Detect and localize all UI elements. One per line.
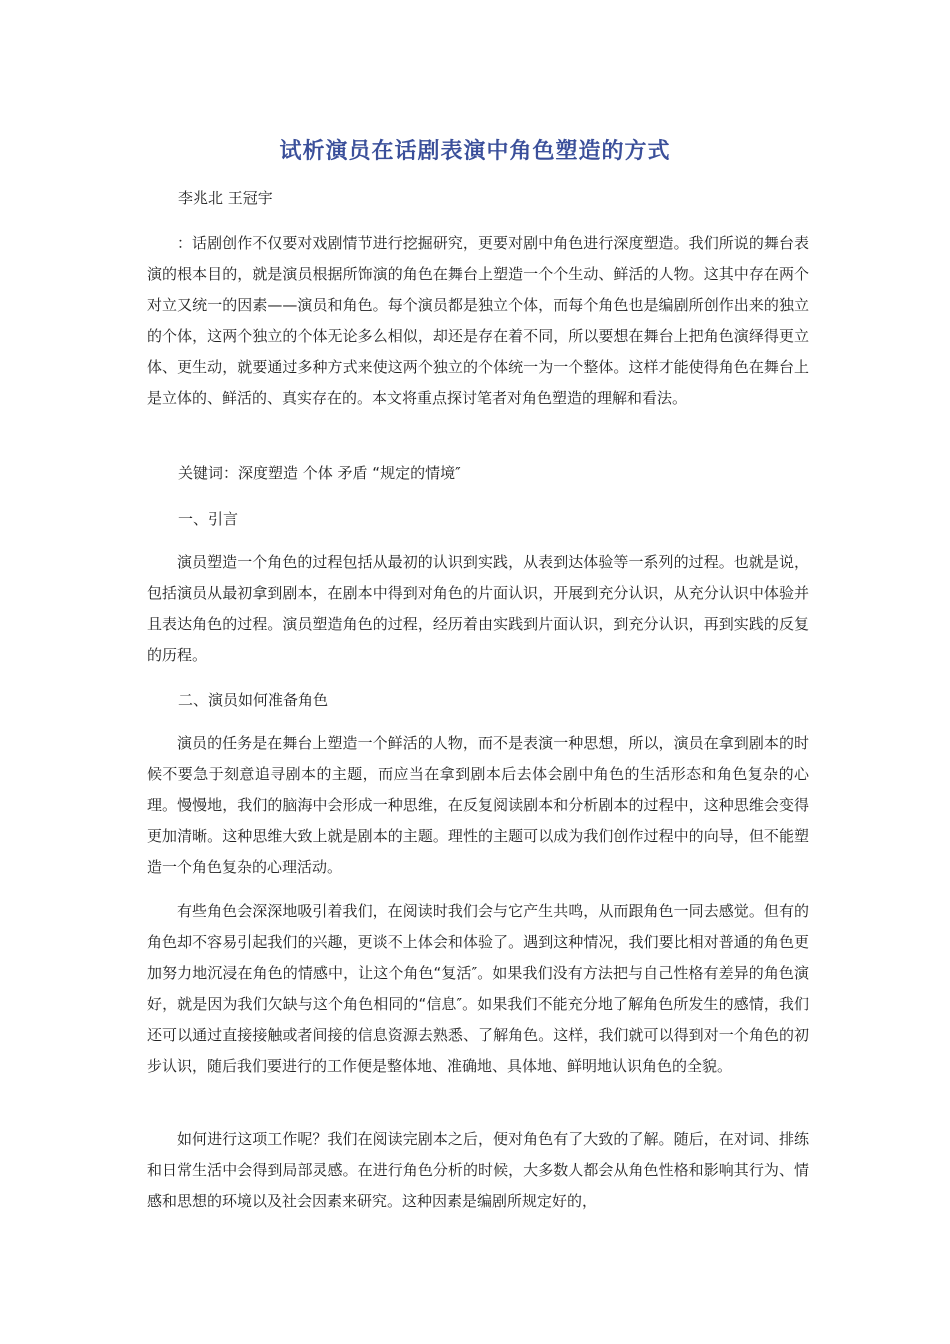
keywords-line: 关键词：深度塑造 个体 矛盾 “规定的情境″ bbox=[178, 464, 461, 482]
body-paragraph: 有些角色会深深地吸引着我们，在阅读时我们会与它产生共鸣，从而跟角色一同去感觉。但有的角色却不容易引起我们的兴趣，更谈不上体会和体验了。遇到这种情况，我们要比相对普通的角色更加努力地沉浸在角色的情感中，让这个角色“复活″。如果我们没有方法把与自己性格有差异的角色演好，就是因为我们欠缺与这个角色相同的“信息″。如果我们不能充分地了解角色所发生的感情，我们还可以通过直接接触或者间接的信息资源去熟悉、了解角色。这样，我们就可以得到对一个角色的初步认识，随后我们要进行的工作便是整体地、准确地、具体地、鲜明地认识角色的全貌。 bbox=[147, 902, 809, 1075]
body-paragraph: 如何进行这项工作呢？我们在阅读完剧本之后，便对角色有了大致的了解。随后，在对词、排练和日常生活中会得到局部灵感。在进行角色分析的时候，大多数人都会从角色性格和影响其行为、情感和思想的环境以及社会因素来研究。这种因素是编剧所规定好的， bbox=[147, 1130, 809, 1210]
body-paragraph: 演员的任务是在舞台上塑造一个鲜活的人物，而不是表演一种思想，所以，演员在拿到剧本的时候不要急于刻意追寻剧本的主题，而应当在拿到剧本后去体会剧中角色的生活形态和角色复杂的心理。慢慢地，我们的脑海中会形成一种思维，在反复阅读剧本和分析剧本的过程中，这种思维会变得更加清晰。这种思维大致上就是剧本的主题。理性的主题可以成为我们创作过程中的向导，但不能塑造一个角色复杂的心理活动。 bbox=[147, 734, 809, 876]
section-heading-preparation: 二、演员如何准备角色 bbox=[178, 691, 329, 709]
abstract-paragraph: ：话剧创作不仅要对戏剧情节进行挖掘研究，更要对剧中角色进行深度塑造。我们所说的舞台表演的根本目的，就是演员根据所饰演的角色在舞台上塑造一个个生动、鲜活的人物。这其中存在两个对立又统一的因素——演员和角色。每个演员都是独立个体，而每个角色也是编剧所创作出来的独立的个体，这两个独立的个体无论多么相似，却还是存在着不同，所以要想在舞台上把角色演绎得更立体、更生动，就要通过多种方式来使这两个独立的个体统一为一个整体。这样才能使得角色在舞台上是立体的、鲜活的、真实存在的。本文将重点探讨笔者对角色塑造的理解和看法。 bbox=[147, 234, 809, 407]
intro-paragraph: 演员塑造一个角色的过程包括从最初的认识到实践，从表到达体验等一系列的过程。也就是说，包括演员从最初拿到剧本，在剧本中得到对角色的片面认识，开展到充分认识，从充分认识中体验并且表达角色的过程。演员塑造角色的过程，经历着由实践到片面认识，到充分认识，再到实践的反复的历程。 bbox=[147, 553, 809, 664]
article-title: 试析演员在话剧表演中角色塑造的方式 bbox=[279, 139, 671, 164]
section-heading-intro: 一、引言 bbox=[178, 510, 239, 528]
authors: 李兆北 王冠宇 bbox=[178, 189, 273, 207]
